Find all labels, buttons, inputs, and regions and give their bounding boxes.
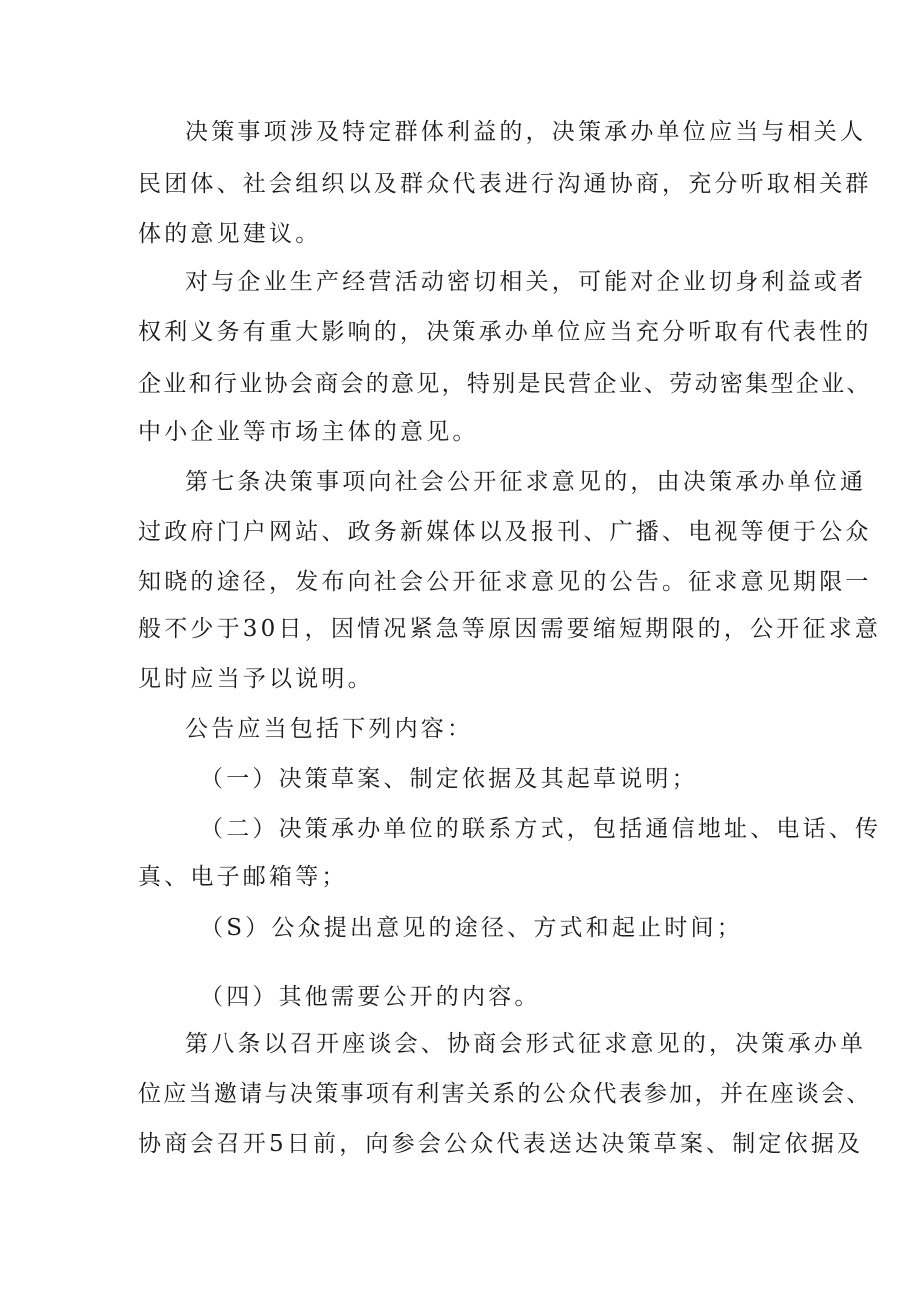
paragraph-line: 见时应当予以说明。 [138,666,374,692]
paragraph-line: 公告应当包括下列内容： [185,716,474,742]
list-item: （二）决策承办单位的联系方式，包括通信地址、电话、传 [200,816,882,842]
paragraph-line: 企业和行业协会商会的意见，特别是民营企业、劳动密集型企业、 [138,371,872,397]
paragraph-line: 过政府门户网站、政务新媒体以及报刊、广播、电视等便于公众 [138,519,872,545]
paragraph-line: 位应当邀请与决策事项有利害关系的公众代表参加，并在座谈会、 [138,1081,872,1107]
paragraph-line: 中小企业等市场主体的意见。 [138,419,479,445]
paragraph-line: 体的意见建议。 [138,221,322,247]
paragraph-line: 第八条以召开座谈会、协商会形式征求意见的，决策承办单 [185,1031,867,1057]
paragraph-line: 权利义务有重大影响的，决策承办单位应当充分听取有代表性的 [138,319,872,345]
list-item: （四）其他需要公开的内容。 [200,984,541,1010]
list-item: （S）公众提出意见的途径、方式和起止时间； [200,915,743,941]
paragraph-line: 决策事项涉及特定群体利益的，决策承办单位应当与相关人 [185,119,867,145]
paragraph-line: 真、电子邮箱等； [138,864,348,890]
paragraph-line: 民团体、社会组织以及群众代表进行沟通协商，充分听取相关群 [138,171,872,197]
list-item: （一）决策草案、制定依据及其起草说明； [200,766,698,792]
paragraph-line: 协商会召开5日前，向参会公众代表送达决策草案、制定依据及 [138,1131,864,1157]
paragraph-line: 第七条决策事项向社会公开征求意见的，由决策承办单位通 [185,469,867,495]
paragraph-line: 知晓的途径，发布向社会公开征求意见的公告。征求意见期限一 [138,569,872,595]
paragraph-line: 般不少于30日，因情况紧急等原因需要缩短期限的，公开征求意 [138,616,882,642]
paragraph-line: 对与企业生产经营活动密切相关，可能对企业切身利益或者 [185,269,867,295]
